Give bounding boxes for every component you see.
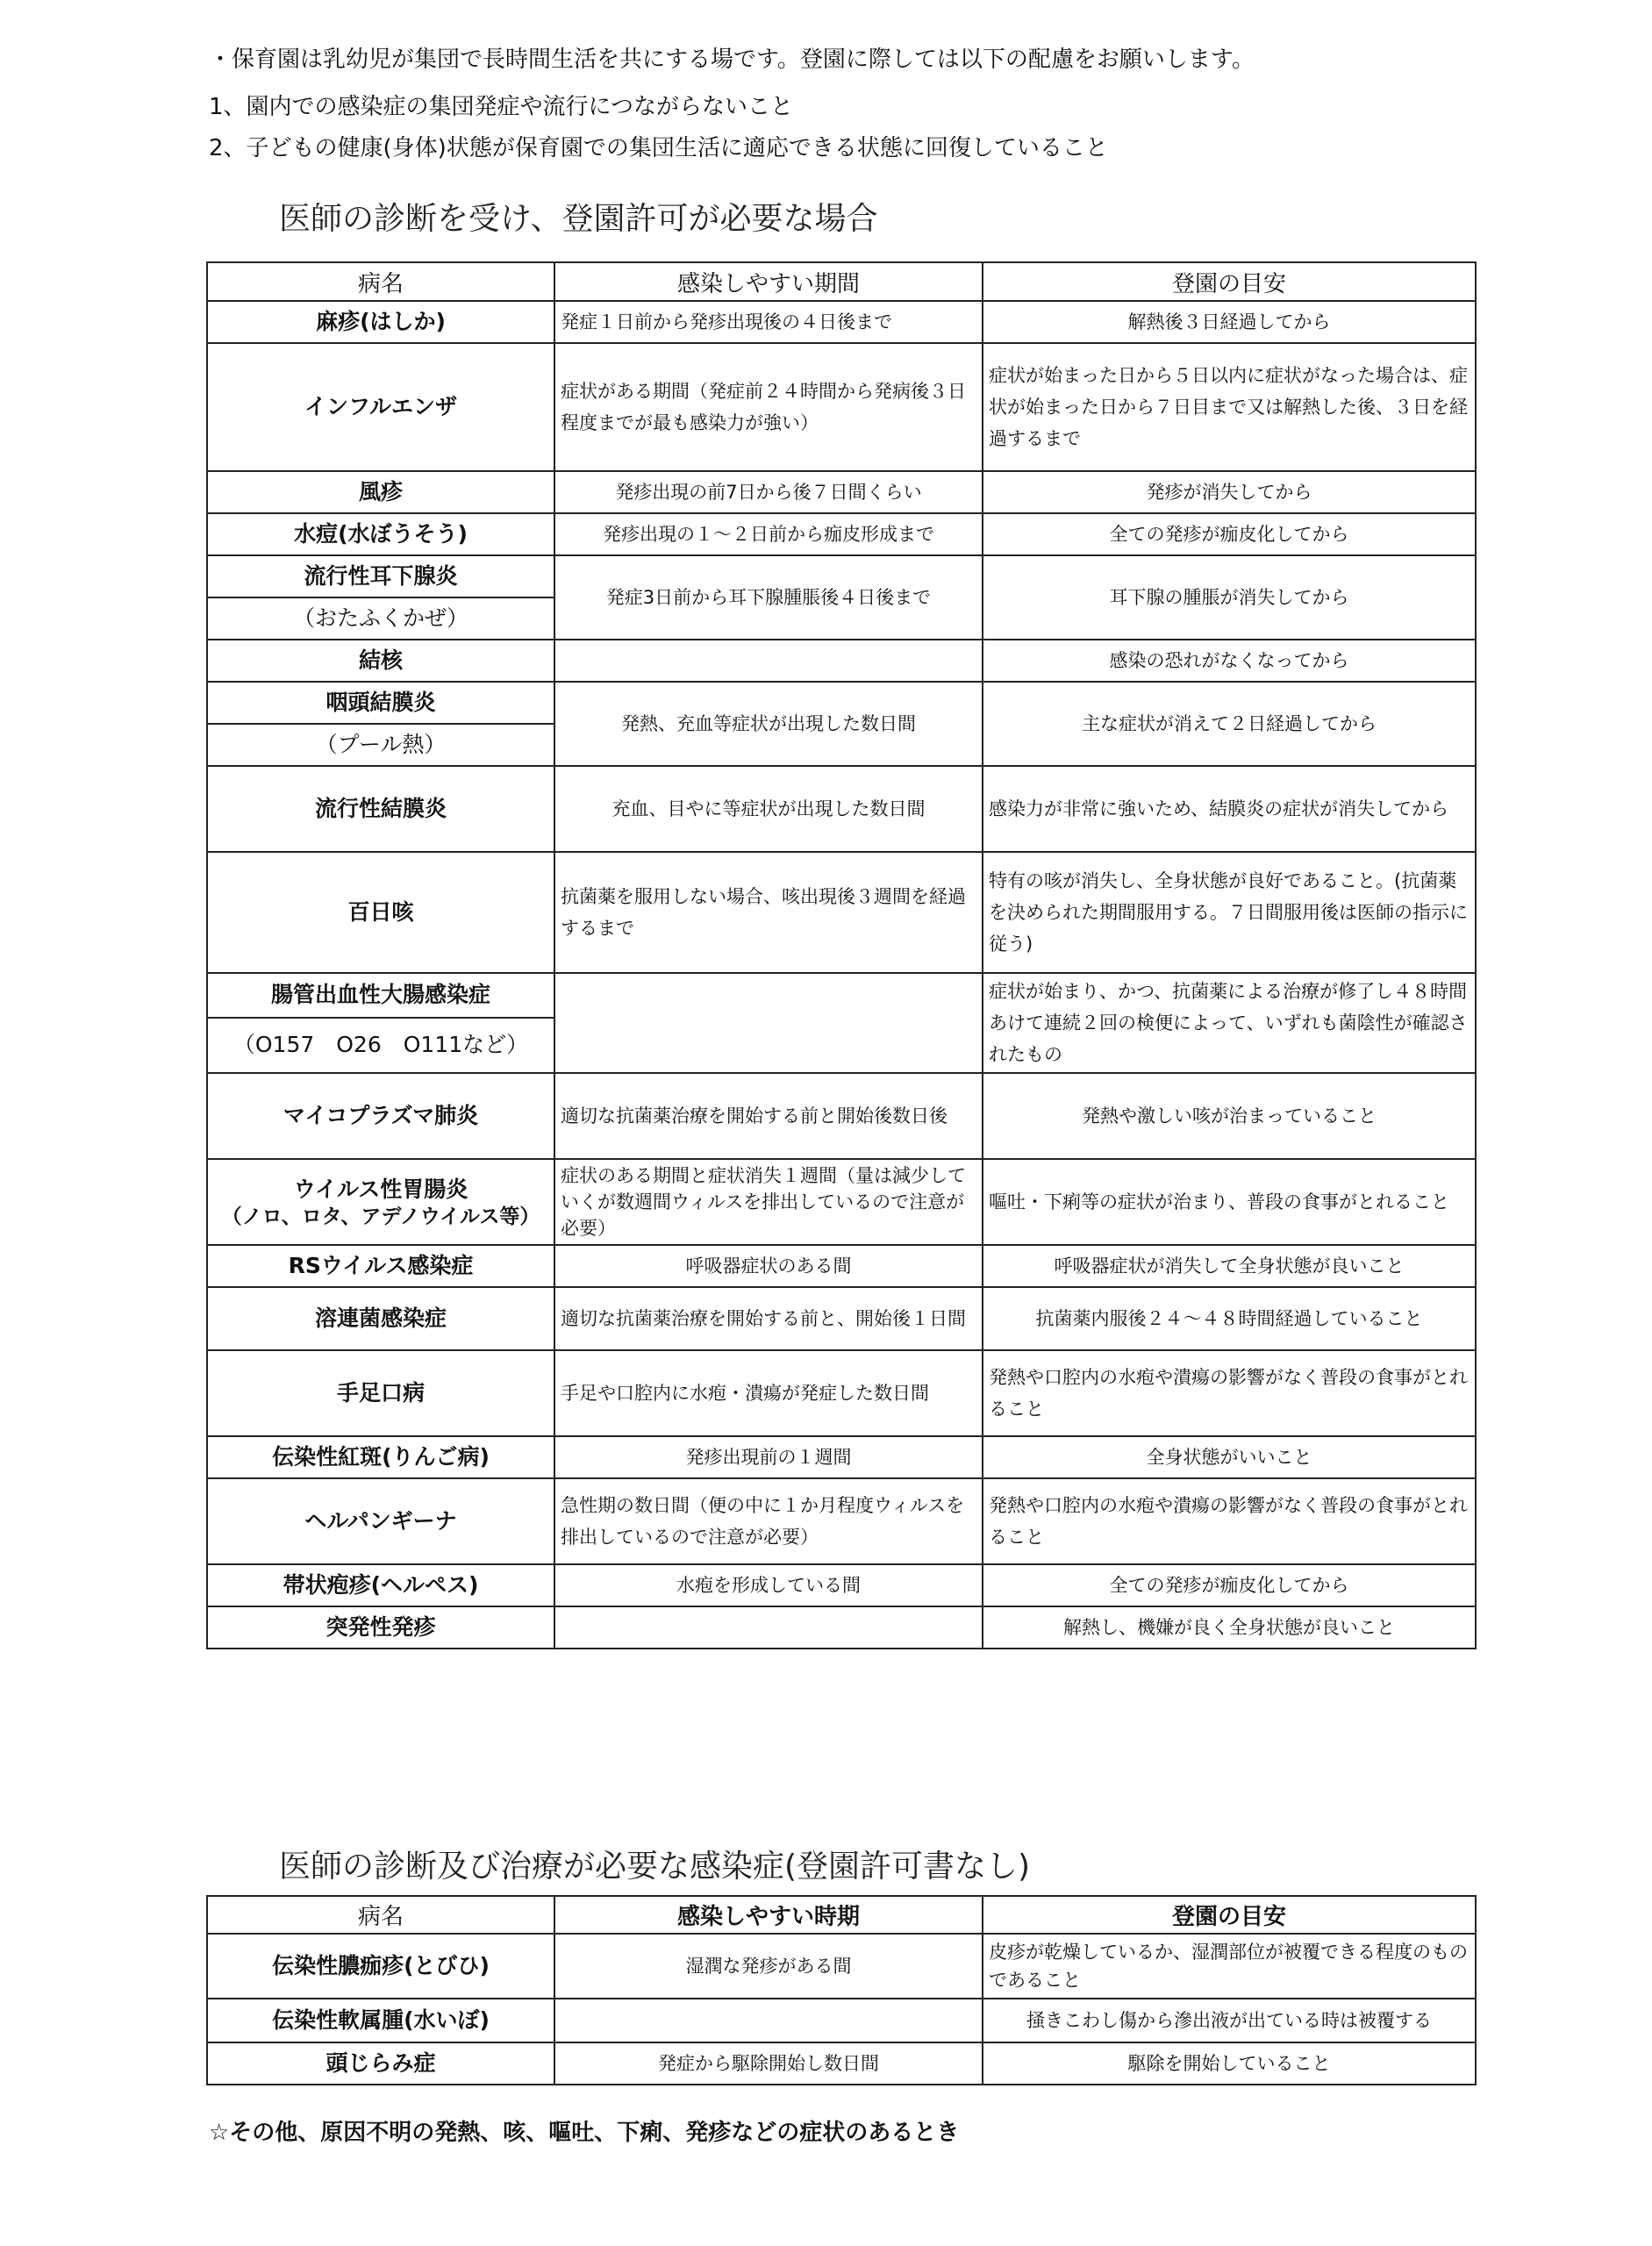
section-1-title: 医師の診断を受け、登園許可が必要な場合 xyxy=(279,201,878,237)
attendance-criteria: 感染力が非常に強いため、結膜炎の症状が消失してから xyxy=(983,766,1476,852)
attendance-criteria: 抗菌薬内服後２４～４８時間経過していること xyxy=(983,1287,1476,1350)
infection-period xyxy=(554,1606,983,1649)
attendance-criteria: 全ての発疹が痂皮化してから xyxy=(983,1564,1476,1606)
disease-name: 伝染性膿痂疹(とびひ) xyxy=(207,1934,554,1999)
intro-line-1: ・保育園は乳幼児が集団で長時間生活を共にする場です。登園に際しては以下の配慮をお願いします。 xyxy=(209,46,1255,73)
attendance-criteria: 嘔吐・下痢等の症状が治まり、普段の食事がとれること xyxy=(983,1159,1476,1245)
disease-name-main: ウイルス性胃腸炎 xyxy=(293,1177,468,1202)
table-header-row xyxy=(207,1896,1476,1934)
disease-name: 伝染性軟属腫(水いぼ) xyxy=(207,1999,554,2042)
infection-period: 発疹出現の１～２日前から痂皮形成まで xyxy=(554,513,983,555)
infection-period: 症状がある期間（発症前２４時間から発病後３日程度までが最も感染力が強い） xyxy=(554,343,983,471)
intro-line-3: 2、子どもの健康(身体)状態が保育園での集団生活に適応できる状態に回復していること xyxy=(209,135,1108,161)
attendance-criteria: 全ての発疹が痂皮化してから xyxy=(983,513,1476,555)
disease-name: インフルエンザ xyxy=(207,343,554,471)
infection-period: 発症から駆除開始し数日間 xyxy=(554,2042,983,2085)
infection-period: 適切な抗菌薬治療を開始する前と開始後数日後 xyxy=(554,1073,983,1159)
table-row xyxy=(207,555,1476,597)
header-criteria: 登園の目安 xyxy=(983,262,1476,301)
attendance-criteria: 発疹が消失してから xyxy=(983,471,1476,513)
table-row xyxy=(207,682,1476,724)
infection-period: 症状のある期間と症状消失１週間（量は減少していくが数週間ウィルスを排出しているので注意が必要） xyxy=(554,1159,983,1245)
header-criteria: 登園の目安 xyxy=(983,1896,1476,1934)
disease-name: ヘルパンギーナ xyxy=(207,1478,554,1564)
intro-line-2: 1、園内での感染症の集団発症や流行につながらないこと xyxy=(209,94,794,120)
table-row xyxy=(207,1564,1476,1606)
disease-name xyxy=(207,1159,554,1245)
table-row xyxy=(207,1245,1476,1287)
attendance-criteria: 主な症状が消えて２日経過してから xyxy=(983,682,1476,766)
disease-name: マイコプラズマ肺炎 xyxy=(207,1073,554,1159)
disease-name: RSウイルス感染症 xyxy=(207,1245,554,1287)
disease-name: 流行性結膜炎 xyxy=(207,766,554,852)
infection-period: 充血、目やに等症状が出現した数日間 xyxy=(554,766,983,852)
header-name: 病名 xyxy=(207,262,554,301)
table-row xyxy=(207,1287,1476,1350)
attendance-criteria: 呼吸器症状が消失して全身状態が良いこと xyxy=(983,1245,1476,1287)
infection-period: 抗菌薬を服用しない場合、咳出現後３週間を経過するまで xyxy=(554,852,983,973)
table-header-row xyxy=(207,262,1476,301)
disease-name: 百日咳 xyxy=(207,852,554,973)
table-row xyxy=(207,1478,1476,1564)
table-row xyxy=(207,852,1476,973)
permit-required-table xyxy=(206,261,1477,1649)
disease-name-sub: （ノロ、ロタ、アデノウイルス等） xyxy=(221,1205,540,1228)
section-2-title: 医師の診断及び治療が必要な感染症(登園許可書なし) xyxy=(279,1849,1031,1885)
infection-period: 発熱、充血等症状が出現した数日間 xyxy=(554,682,983,766)
table-row xyxy=(207,2042,1476,2085)
attendance-criteria: 感染の恐れがなくなってから xyxy=(983,640,1476,682)
table-row xyxy=(207,1436,1476,1478)
table-row xyxy=(207,1606,1476,1649)
table-row xyxy=(207,343,1476,471)
disease-name: 頭じらみ症 xyxy=(207,2042,554,2085)
table-row xyxy=(207,301,1476,343)
table-row xyxy=(207,1073,1476,1159)
infection-period xyxy=(554,1999,983,2042)
infection-period: 呼吸器症状のある間 xyxy=(554,1245,983,1287)
infection-period: 適切な抗菌薬治療を開始する前と、開始後１日間 xyxy=(554,1287,983,1350)
disease-name: 結核 xyxy=(207,640,554,682)
infection-period: 急性期の数日間（便の中に１か月程度ウィルスを排出しているので注意が必要） xyxy=(554,1478,983,1564)
no-permit-table xyxy=(206,1895,1477,2085)
disease-name-sub: （O157 O26 O111など） xyxy=(207,1018,554,1073)
disease-name: 手足口病 xyxy=(207,1350,554,1436)
disease-name-sub: （プール熱） xyxy=(207,724,554,766)
infection-period: 水疱を形成している間 xyxy=(554,1564,983,1606)
attendance-criteria: 症状が始まり、かつ、抗菌薬による治療が修了し４８時間あけて連続２回の検便によって、いずれも菌陰性が確認されたもの xyxy=(983,973,1476,1073)
attendance-criteria: 解熱し、機嫌が良く全身状態が良いこと xyxy=(983,1606,1476,1649)
attendance-criteria: 発熱や口腔内の水疱や潰瘍の影響がなく普段の食事がとれること xyxy=(983,1350,1476,1436)
table-row xyxy=(207,640,1476,682)
disease-name: 伝染性紅斑(りんご病) xyxy=(207,1436,554,1478)
table-row xyxy=(207,1999,1476,2042)
disease-name: 帯状疱疹(ヘルペス) xyxy=(207,1564,554,1606)
header-period: 感染しやすい時期 xyxy=(554,1896,983,1934)
attendance-criteria: 全身状態がいいこと xyxy=(983,1436,1476,1478)
attendance-criteria: 掻きこわし傷から滲出液が出ている時は被覆する xyxy=(983,1999,1476,2042)
table-row xyxy=(207,1934,1476,1999)
table-row xyxy=(207,471,1476,513)
disease-name-sub: （おたふくかぜ） xyxy=(207,597,554,640)
attendance-criteria: 症状が始まった日から５日以内に症状がなった場合は、症状が始まった日から７日目まで又は解熱した後、３日を経過するまで xyxy=(983,343,1476,471)
table-row xyxy=(207,766,1476,852)
infection-period: 湿潤な発疹がある間 xyxy=(554,1934,983,1999)
disease-name: 水痘(水ぼうそう) xyxy=(207,513,554,555)
disease-name: 咽頭結膜炎 xyxy=(207,682,554,724)
infection-period xyxy=(554,640,983,682)
attendance-criteria: 皮疹が乾燥しているか、湿潤部位が被覆できる程度のものであること xyxy=(983,1934,1476,1999)
table-row xyxy=(207,513,1476,555)
infection-period: 発症3日前から耳下腺腫脹後４日後まで xyxy=(554,555,983,640)
infection-period: 手足や口腔内に水疱・潰瘍が発症した数日間 xyxy=(554,1350,983,1436)
attendance-criteria: 解熱後３日経過してから xyxy=(983,301,1476,343)
attendance-criteria: 耳下腺の腫脹が消失してから xyxy=(983,555,1476,640)
table-row xyxy=(207,1350,1476,1436)
table-row xyxy=(207,973,1476,1018)
infection-period: 発疹出現前の１週間 xyxy=(554,1436,983,1478)
header-name: 病名 xyxy=(207,1896,554,1934)
disease-name: 突発性発疹 xyxy=(207,1606,554,1649)
footnote: ☆その他、原因不明の発熱、咳、嘔吐、下痢、発疹などの症状のあるとき xyxy=(209,2120,960,2146)
disease-name: 腸管出血性大腸感染症 xyxy=(207,973,554,1018)
table-row xyxy=(207,1159,1476,1245)
infection-period xyxy=(554,973,983,1073)
disease-name: 風疹 xyxy=(207,471,554,513)
infection-period: 発疹出現の前7日から後７日間くらい xyxy=(554,471,983,513)
attendance-criteria: 特有の咳が消失し、全身状態が良好であること。(抗菌薬を決められた期間服用する。７日間服用後は医師の指示に従う) xyxy=(983,852,1476,973)
disease-name: 溶連菌感染症 xyxy=(207,1287,554,1350)
disease-name: 流行性耳下腺炎 xyxy=(207,555,554,597)
attendance-criteria: 発熱や口腔内の水疱や潰瘍の影響がなく普段の食事がとれること xyxy=(983,1478,1476,1564)
header-period: 感染しやすい期間 xyxy=(554,262,983,301)
infection-period: 発症１日前から発疹出現後の４日後まで xyxy=(554,301,983,343)
attendance-criteria: 駆除を開始していること xyxy=(983,2042,1476,2085)
disease-name: 麻疹(はしか) xyxy=(207,301,554,343)
attendance-criteria: 発熱や激しい咳が治まっていること xyxy=(983,1073,1476,1159)
